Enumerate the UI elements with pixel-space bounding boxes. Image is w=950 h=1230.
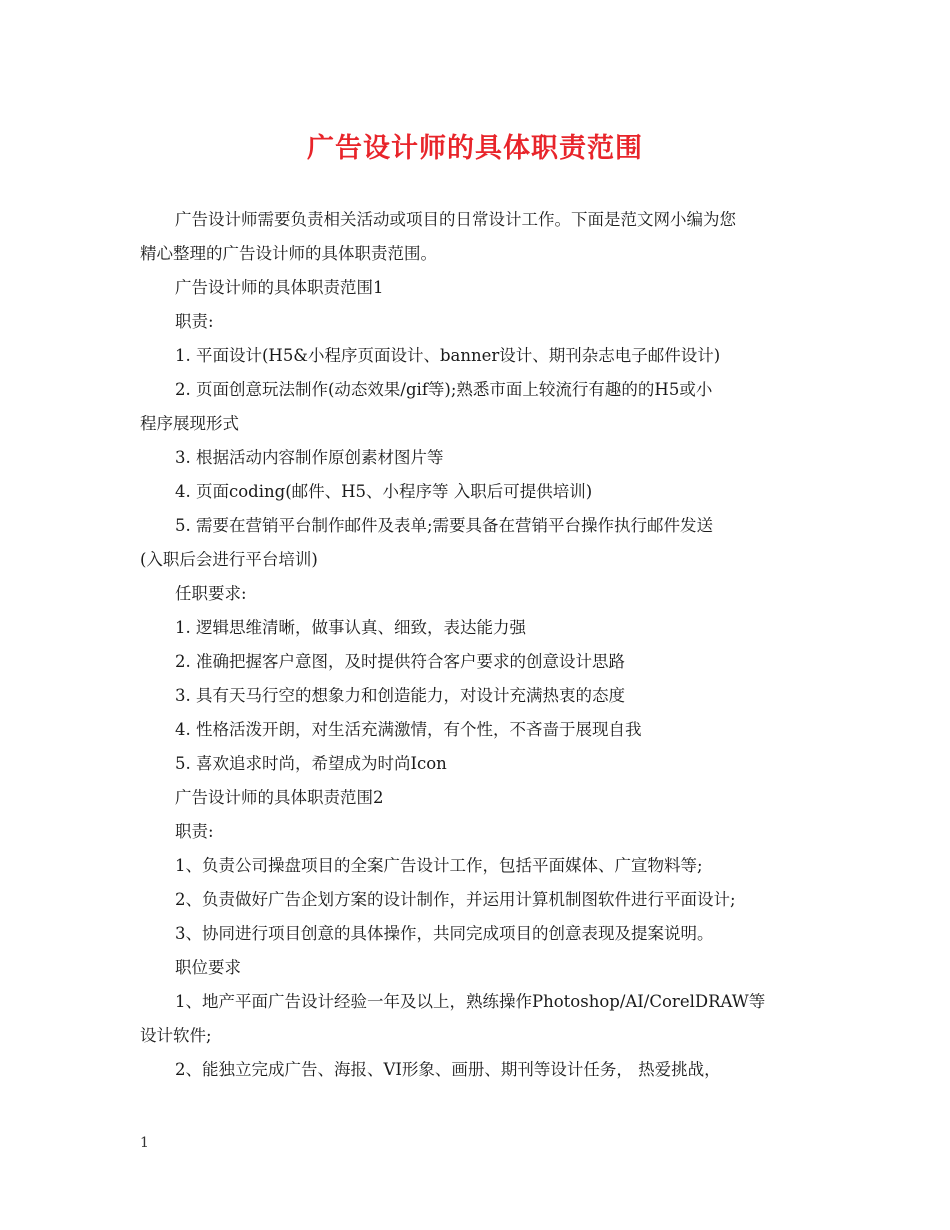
list-item: 1. 平面设计(H5&小程序页面设计、banner设计、期刊杂志电子邮件设计) [175, 346, 721, 365]
section-heading-2: 广告设计师的具体职责范围2 [175, 788, 384, 807]
list-item: 3、协同进行项目创意的具体操作，共同完成项目的创意表现及提案说明。 [175, 924, 714, 943]
list-item: 2、能独立完成广告、海报、VI形象、画册、期刊等设计任务， 热爱挑战， [175, 1060, 721, 1079]
subheading-duties-1: 职责: [175, 312, 214, 331]
subheading-requirements-1: 任职要求: [175, 584, 247, 603]
list-item: 2. 页面创意玩法制作(动态效果/gif等);熟悉市面上较流行有趣的的H5或小 [175, 380, 713, 399]
list-item: 2. 准确把握客户意图，及时提供符合客户要求的创意设计思路 [175, 652, 625, 671]
document-body [140, 203, 815, 1087]
subheading-duties-2: 职责: [175, 822, 214, 841]
list-item-continuation: (入职后会进行平台培训) [140, 550, 318, 569]
paragraph-intro-line-1: 广告设计师需要负责相关活动或项目的日常设计工作。下面是范文网小编为您 [175, 210, 736, 229]
list-item: 2、负责做好广告企划方案的设计制作，并运用计算机制图软件进行平面设计; [175, 890, 736, 909]
paragraph-intro-line-2: 精心整理的广告设计师的具体职责范围。 [140, 244, 437, 263]
subheading-requirements-2: 职位要求 [175, 958, 241, 977]
list-item: 3. 根据活动内容制作原创素材图片等 [175, 448, 444, 467]
list-item: 1. 逻辑思维清晰，做事认真、细致，表达能力强 [175, 618, 526, 637]
list-item: 1、地产平面广告设计经验一年及以上，熟练操作Photoshop/AI/CorelDRAW等 [175, 992, 766, 1011]
list-item: 1、负责公司操盘项目的全案广告设计工作，包括平面媒体、广宣物料等; [175, 856, 703, 875]
section-heading-1: 广告设计师的具体职责范围1 [175, 278, 384, 297]
page-title: 广告设计师的具体职责范围 [307, 133, 643, 164]
list-item-continuation: 设计软件; [140, 1026, 212, 1045]
list-item: 3. 具有天马行空的想象力和创造能力，对设计充满热衷的态度 [175, 686, 625, 705]
list-item: 4. 性格活泼开朗，对生活充满激情，有个性，不吝啬于展现自我 [175, 720, 642, 739]
list-item-continuation: 程序展现形式 [140, 414, 239, 433]
list-item: 4. 页面coding(邮件、H5、小程序等 入职后可提供培训) [175, 482, 593, 501]
page-number: 1 [140, 1135, 149, 1151]
list-item: 5. 需要在营销平台制作邮件及表单;需要具备在营销平台操作执行邮件发送 [175, 516, 714, 535]
list-item: 5. 喜欢追求时尚，希望成为时尚Icon [175, 754, 447, 773]
